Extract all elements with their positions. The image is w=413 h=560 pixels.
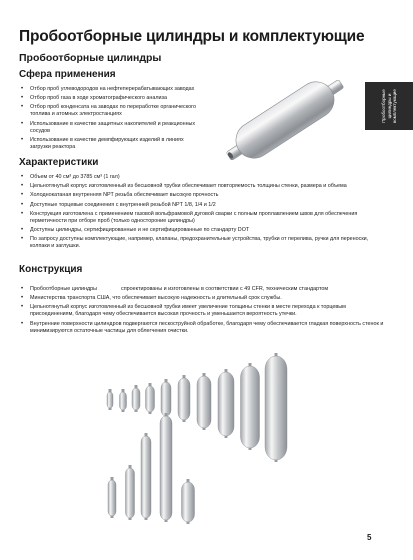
section-subtitle: Пробоотборные цилиндры [19,52,162,64]
application-heading: Сфера применения [19,69,116,80]
cylinder-shape [126,465,135,520]
list-item: • Отбор проб углеводородов на нефтеперерабатывающих заводах [21,86,196,93]
cylinder-shape [265,353,287,462]
list-item: • По запросу доступны комплектующие, например, клапаны, предохранительные устройства, трубки от перелива, ручки для переноски, колпаки и заглушки. [21,236,389,250]
side-tab[interactable] [365,82,413,130]
cylinder-shape [182,479,195,524]
sample-cylinder-image [210,80,360,160]
list-item: • Доступные торцевые соединения с внутренней резьбой NPT 1/8, 1/4 и 1/2 [21,202,389,209]
list-item [21,286,389,293]
list-item: • Доступны цилиндры, сертифицированные и не сертифицированные по стандарту DOT [21,227,389,234]
cylinder-shape [146,383,155,414]
cylinder-shape [107,389,113,410]
list-item: • Министерства транспорта США, что обеспечивает высокую надежность и длительный срок службы. [21,295,389,302]
cylinder-shape [218,369,234,438]
cylinder-shape [161,379,171,418]
list-item: • Отбор проб конденсата на заводах по переработке органического топлива и атомных электростанциях [21,104,196,118]
page-title: Пробоотборные цилиндры и комплектующие [19,28,365,45]
construction-item-start: Пробоотборные цилиндры [30,286,97,292]
cylinder-shape [108,477,116,518]
cylinder-shape [241,363,260,450]
list-item: • Отбор проб газа в ходе хроматографического анализа [21,95,196,102]
characteristics-heading: Характеристики [19,157,99,168]
page-number: 5 [367,533,372,542]
list-item: • Использование в качестве защитных накопителей и реакционных сосудов [21,121,196,135]
cylinder-range-image [100,338,300,528]
construction-heading: Конструкция [19,264,83,275]
cylinder-shape [132,385,140,412]
cylinder-shape [141,433,151,520]
cylinder-shape [160,413,172,522]
construction-item-continuation: спроектированы и изготовлены в соответствии с 49 CFR, техническим стандартом [121,286,329,292]
list-item: • Холоднокатаная внутренняя NPT резьба обеспечивает высокую прочность [21,192,389,199]
list-item: • Объем от 40 см³ до 3785 см³ (1 гал) [21,174,389,181]
cylinder-group [107,353,287,524]
cylinder-shape [178,375,190,422]
list-item: • Цельнотянутый корпус изготовленный из бесшовной трубки обеспечивает повторяемость толщины стенки, размера и объема [21,183,389,190]
characteristics-list [21,174,389,252]
cylinder-shape [120,389,127,412]
application-list [21,86,196,153]
cylinder-shape [197,373,211,430]
list-item: • Внутренние поверхности цилиндров подвергаются пескоструйной обработке, благодаря чему обеспечивается гладкая поверхность стенок и минимизируются остаточные частицы для облегчения очистки. [21,321,389,335]
side-tab-label: Пробоотборные цилиндры и комплектующие [380,89,397,123]
construction-list [21,286,389,337]
list-item: • Использование в качестве демпфирующих изделий в линиях загрузки реактора [21,137,196,151]
list-item: • Цельнотянутый корпус изготовленный из бесшовной трубки имеет увеличение толщины стенки в месте перехода к торцевым присоединениям, благодаря чему обеспечивается высокая прочность и уменьшается вероятность утечки. [21,304,389,318]
list-item: • Конструкция изготовлена с применением газовой вольфрамовой дуговой сварки с полным проплавлением швов для обеспечения герметичности при отборе проб (только одностороние цилиндры) [21,211,389,225]
